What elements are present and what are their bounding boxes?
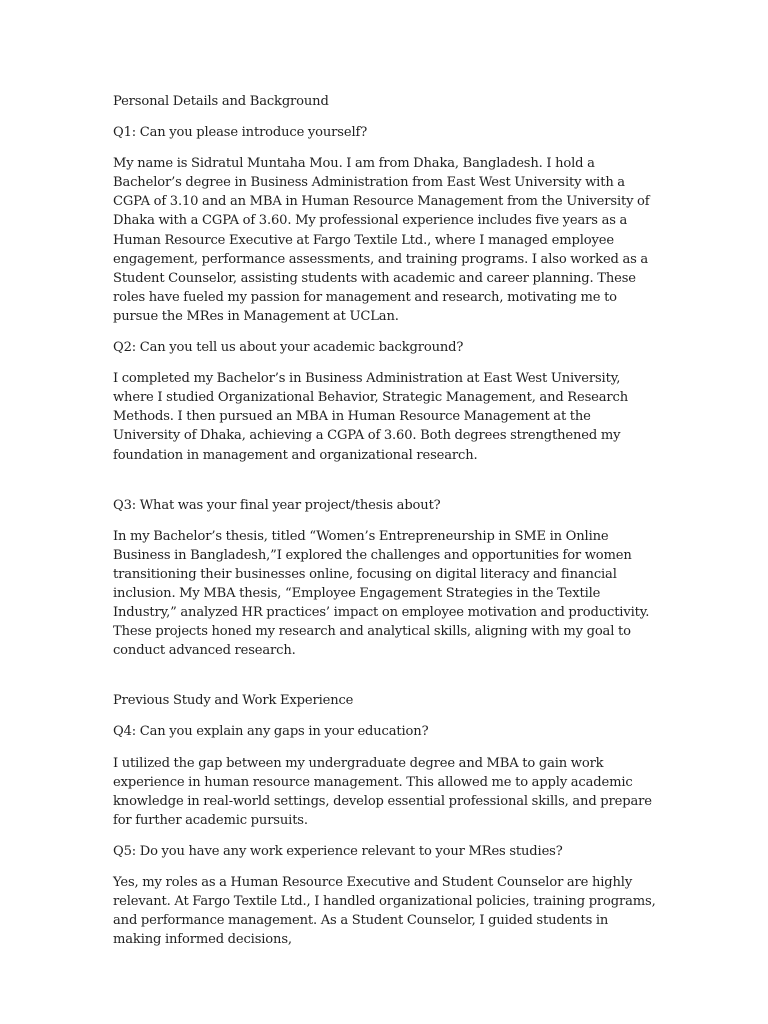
section-heading-previous-study: Previous Study and Work Experience — [113, 693, 354, 709]
answer-4: I utilized the gap between my undergraduate degree and MBA to gain work experience in human resource management. This allowed me to apply academic knowledge in real-world settings, develop essential professional skills, and prepare for further academic pursuits. — [113, 755, 652, 828]
question-1: Q1: Can you please introduce yourself? — [113, 125, 368, 141]
question-5: Q5: Do you have any work experience relevant to your MRes studies? — [113, 843, 563, 859]
answer-5: Yes, my roles as a Human Resource Executive and Student Counselor are highly relevant. At Fargo Textile Ltd., I handled organizational policies, training programs, and performance management. As a Student Counselor, I guided students in making informed decisions, — [113, 875, 656, 948]
question-4: Q4: Can you explain any gaps in your education? — [113, 724, 429, 740]
question-3: Q3: What was your final year project/thesis about? — [113, 497, 441, 513]
blank-line — [113, 477, 658, 496]
answer-3: In my Bachelor’s thesis, titled “Women’s Entrepreneurship in SME in Online Business in Bangladesh,”I explored the challenges and opportunities for women transitioning their businesses online, focusing on digital literacy and financial inclusion. My MBA thesis, “Employee Engagement Strategies in the Textile Industry,” analyzed HR practices’ impact on employee motivation and productivity. These projects honed my research and analytical skills, aligning with my goal to conduct advanced research. — [113, 528, 650, 659]
document-page — [113, 92, 658, 961]
answer-2: I completed my Bachelor’s in Business Administration at East West University, where I studied Organizational Behavior, Strategic Management, and Research Methods. I then pursued an MBA in Human Resource Management at the University of Dhaka, achieving a CGPA of 3.60. Both degrees strengthened my foundation in management and organizational research. — [113, 371, 629, 463]
answer-1: My name is Sidratul Muntaha Mou. I am from Dhaka, Bangladesh. I hold a Bachelor’s degree in Business Administration from East West University with a CGPA of 3.10 and an MBA in Human Resource Management from the University of Dhaka with a CGPA of 3.60. My professional experience includes five years as a Human Resource Executive at Fargo Textile Ltd., where I managed employee engagement, performance assessments, and training programs. I also worked as a Student Counselor, assisting students with academic and career planning. These roles have fueled my passion for management and research, motivating me to pursue the MRes in Management at UCLan. — [113, 156, 650, 324]
blank-line — [113, 672, 658, 691]
section-heading-personal-details: Personal Details and Background — [113, 94, 329, 109]
question-2: Q2: Can you tell us about your academic background? — [113, 340, 464, 356]
